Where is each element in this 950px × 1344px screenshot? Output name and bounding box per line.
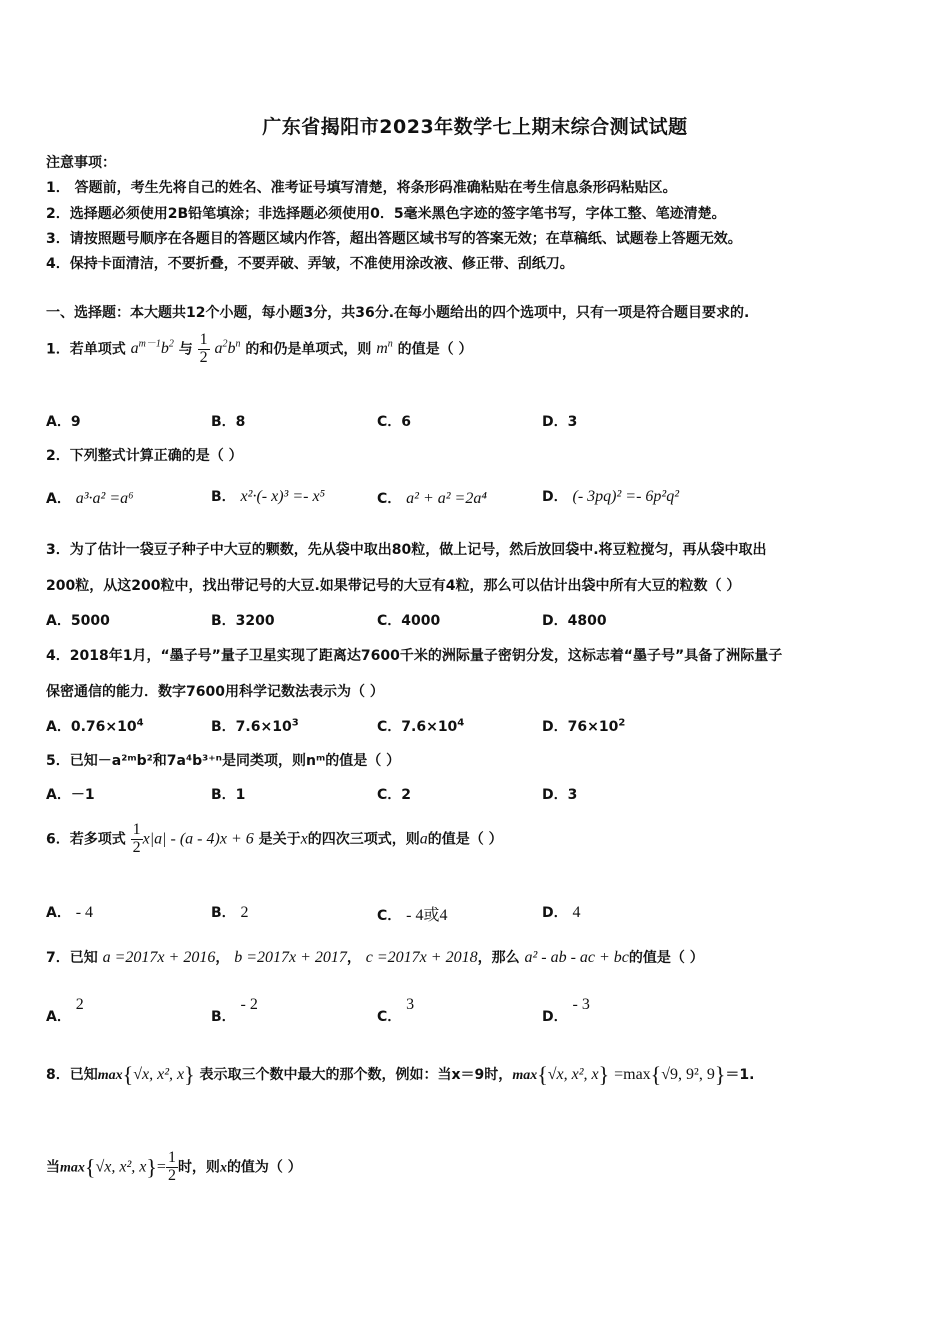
q7-option-a[interactable]: A． 2 <box>46 996 84 1025</box>
q1-option-b[interactable]: B．8 <box>211 414 246 430</box>
q3-option-d[interactable]: D．4800 <box>542 613 607 629</box>
q8-line2-suffix: 时，则 <box>177 1159 220 1176</box>
notice-item: 2．选择题必须使用2B铅笔填涂；非选择题必须使用0．5毫米黑色字迹的签字笔书写，字体工整、笔迹清楚。 <box>46 206 726 222</box>
q8-eq: =max <box>614 1066 651 1083</box>
q1-option-d[interactable]: D．3 <box>542 414 578 430</box>
q6-var-x: x <box>300 830 308 848</box>
q8-fraction: $\frac{1}{2}$ <box>167 1149 176 1184</box>
q4-option-a[interactable]: A．$0.76\times 10^4$ <box>46 717 144 735</box>
question-4-stem-line1: 4．2018年1月，“墨子号”量子卫星实现了距离达7600千米的洲际量子密钥分发，这标志着“墨子号”具备了洲际量子 <box>46 648 783 664</box>
q6-mid2: 的四次三项式，则 <box>307 831 420 848</box>
page-title: 广东省揭阳市2023年数学七上期末综合测试试题 <box>262 116 688 138</box>
q3-option-a[interactable]: A．5000 <box>46 613 110 629</box>
q8-set-2: √x, x², x <box>547 1066 599 1083</box>
q1-suffix: 的值是（ ） <box>397 341 473 358</box>
q2-option-c[interactable]: C． a² + a² =2a⁴ <box>377 490 487 507</box>
q8-set-example: √9, 9², 9 <box>661 1066 715 1083</box>
q1-mid: 与 <box>178 341 193 358</box>
q8-prefix: 8．已知 <box>46 1067 98 1083</box>
q8-max: max <box>97 1068 123 1083</box>
q5-option-d[interactable]: D．3 <box>542 787 578 803</box>
q1-mid2: 的和仍是单项式，则 <box>245 341 372 358</box>
q1-prefix: 1．若单项式 <box>46 341 126 358</box>
q8-max-2: max <box>512 1068 538 1083</box>
question-1-stem <box>46 332 473 367</box>
q1-term-a: $a^{m-1}b^2$ <box>130 338 174 358</box>
notice-item: 3．请按照题号顺序在各题目的答题区域内作答，超出答题区域书写的答案无效；在草稿纸、试题卷上答题无效。 <box>46 231 742 247</box>
question-3-stem-line2: 200粒，从这200粒中，找出带记号的大豆.如果带记号的大豆有4粒，那么可以估计出袋中所有大豆的粒数（ ） <box>46 578 741 594</box>
q8-xeq: x＝9时， <box>451 1067 513 1083</box>
q3-option-c[interactable]: C．4000 <box>377 613 441 629</box>
q4-option-c[interactable]: C．$7.6\times 10^4$ <box>377 717 465 735</box>
q7-prefix: 7．已知 <box>46 950 98 966</box>
q6-suffix: 的值是（ ） <box>427 831 503 848</box>
question-6-stem <box>46 822 503 857</box>
q8-result: ＝1. <box>725 1067 755 1083</box>
q4-option-d[interactable]: D．$76\times 10^2$ <box>542 717 626 735</box>
q8-max-3: max <box>60 1160 85 1176</box>
question-4-stem-line2: 保密通信的能力．数字7600用科学记数法表示为（ ） <box>46 684 384 700</box>
q7-option-b[interactable]: B． - 2 <box>211 996 258 1025</box>
q6-option-d[interactable]: D． 4 <box>542 904 581 921</box>
section-heading: 一、选择题：本大题共12个小题，每小题3分，共36分.在每小题给出的四个选项中，只有一项是符合题目要求的. <box>46 305 750 321</box>
q5-option-b[interactable]: B．1 <box>211 787 246 803</box>
q3-option-b[interactable]: B．3200 <box>211 613 275 629</box>
q1-term-c: $m^n$ <box>376 338 393 358</box>
q8-line2-prefix: 当 <box>46 1159 60 1176</box>
q7-eq-b: b =2017x + 2017 <box>234 949 347 966</box>
q7-option-c[interactable]: C． 3 <box>377 996 415 1025</box>
q8-set: √x, x², x <box>133 1066 185 1083</box>
q1-option-a[interactable]: A．9 <box>46 414 81 430</box>
q1-term-b: $a^2b^n$ <box>214 338 241 358</box>
question-3-stem-line1: 3．为了估计一袋豆子种子中大豆的颗数，先从袋中取出80粒，做上记号，然后放回袋中.将豆粒搅匀，再从袋中取出 <box>46 542 767 558</box>
question-2-stem: 2．下列整式计算正确的是（ ） <box>46 448 243 464</box>
q5-option-a[interactable]: A．－1 <box>46 787 95 803</box>
notice-item: 1． 答题前，考生先将自己的姓名、准考证号填写清楚，将条形码准确粘贴在考生信息条形码粘贴区。 <box>46 180 677 196</box>
q8-line2-end: 的值为（ ） <box>226 1159 302 1176</box>
q7-eq-c: c =2017x + 2018 <box>365 949 478 966</box>
q7-mid: ，那么 <box>477 950 520 966</box>
notice-heading: 注意事项： <box>46 155 116 171</box>
q2-option-b[interactable]: B． x²·(- x)³ =- x⁵ <box>211 488 326 505</box>
notice-item: 4．保持卡面清洁，不要折叠，不要弄破、弄皱，不准使用涂改液、修正带、刮纸刀。 <box>46 256 574 272</box>
q5-option-c[interactable]: C．2 <box>377 787 412 803</box>
q6-option-c[interactable]: C． - 4或4 <box>377 907 448 924</box>
q6-fraction: $\frac{1}{2}$ <box>132 821 141 856</box>
question-5-stem: 5．已知－a²ᵐb²和7a⁴b³⁺ⁿ是同类项，则nᵐ的值是（ ） <box>46 753 401 769</box>
q1-option-c[interactable]: C．6 <box>377 414 412 430</box>
q6-var-a: a <box>419 830 428 848</box>
q4-option-b[interactable]: B．$7.6\times 10^3$ <box>211 717 299 735</box>
q6-option-a[interactable]: A． - 4 <box>46 904 94 921</box>
q6-option-b[interactable]: B． 2 <box>211 904 249 921</box>
q7-expression: a² - ab - ac + bc <box>524 949 629 966</box>
question-8-line2: 当max{√x, x², x}= $\frac{1}{2}$ 时，则x的值为（ ） <box>46 1149 302 1184</box>
q7-option-d[interactable]: D． - 3 <box>542 996 590 1025</box>
q6-prefix: 6．若多项式 <box>46 831 126 848</box>
q7-eq-a: a =2017x + 2016 <box>102 949 216 966</box>
q8-line2-var: x <box>219 1160 227 1176</box>
q7-suffix: 的值是（ ） <box>628 950 704 966</box>
question-7-stem: 7．已知 a =2017x + 2016， b =2017x + 2017， c =2017x + 2018，那么 a² - ab - ac + bc的值是（ ） <box>46 949 704 966</box>
q8-set-3: √x, x², x <box>95 1158 147 1176</box>
q6-mid: 是关于 <box>258 831 301 848</box>
q1-fraction: $\frac{1}{2}$ <box>199 331 208 366</box>
q2-option-d[interactable]: D． (- 3pq)² =- 6p²q² <box>542 488 679 505</box>
q6-expression: x|a| - (a - 4)x + 6 <box>142 830 254 848</box>
question-8-stem: 8．已知max{√x, x², x} 表示取三个数中最大的那个数，例如：当x＝9时，max{√x, x², x} =max{√9, 9², 9}＝1. <box>46 1062 755 1087</box>
q2-option-a[interactable]: A． a³·a² =a⁶ <box>46 490 134 507</box>
q8-mid: 表示取三个数中最大的那个数，例如：当 <box>199 1067 452 1083</box>
